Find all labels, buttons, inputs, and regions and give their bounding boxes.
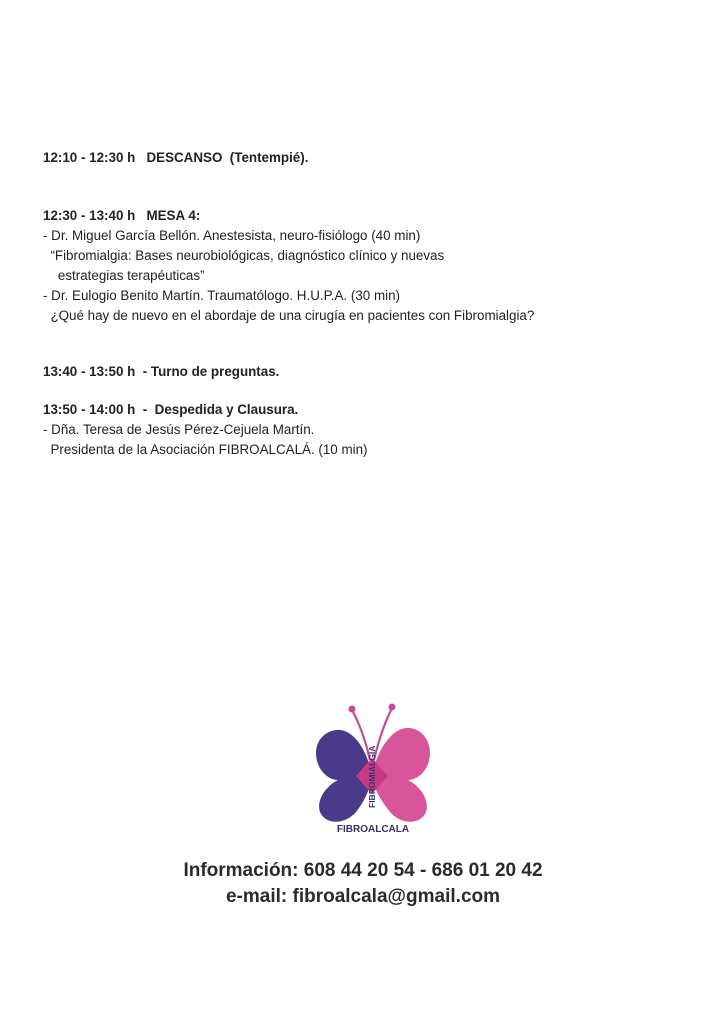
mesa4-time: 12:30 - 13:40 h bbox=[43, 208, 136, 223]
mesa4-line: “Fibromialgia: Bases neurobiológicas, diagnóstico clínico y nuevas bbox=[43, 248, 445, 263]
questions-time: 13:40 - 13:50 h bbox=[43, 364, 136, 379]
questions-session bbox=[43, 362, 683, 382]
break-title: DESCANSO (Tentempié). bbox=[146, 150, 309, 165]
closing-header bbox=[43, 400, 683, 420]
closing-line: Presidenta de la Asociación FIBROALCALÁ. (10 min) bbox=[43, 442, 368, 457]
mesa4-header bbox=[43, 206, 683, 226]
closing-line: - Dña. Teresa de Jesús Pérez-Cejuela Martín. bbox=[43, 422, 315, 437]
mesa4-line: ¿Qué hay de nuevo en el abordaje de una cirugía en pacientes con Fibromialgia? bbox=[43, 308, 535, 323]
mesa4-line: - Dr. Eulogio Benito Martín. Traumatólogo. H.U.P.A. (30 min) bbox=[43, 288, 400, 303]
mesa4-line: - Dr. Miguel García Bellón. Anestesista, neuro-fisiólogo (40 min) bbox=[43, 228, 421, 243]
right-antenna-tip bbox=[389, 704, 396, 711]
break-time: 12:10 - 12:30 h bbox=[43, 150, 136, 165]
mesa4-line: estrategias terapéuticas” bbox=[43, 268, 205, 283]
logo-bottom-text: FIBROALCALA bbox=[336, 824, 410, 835]
left-antenna-tip bbox=[349, 706, 356, 713]
contact-email: e-mail: fibroalcala@gmail.com bbox=[225, 886, 501, 907]
contact-phone: Información: 608 44 20 54 - 686 01 20 42 bbox=[183, 860, 543, 881]
break-session bbox=[43, 148, 683, 168]
program-schedule bbox=[43, 148, 683, 460]
fibroalcala-butterfly-logo bbox=[308, 700, 438, 845]
logo-side-text: FIBROMIALGIA bbox=[367, 745, 377, 808]
closing-title: - Despedida y Clausura. bbox=[142, 402, 299, 417]
questions-title: - Turno de preguntas. bbox=[142, 364, 280, 379]
closing-time: 13:50 - 14:00 h bbox=[43, 402, 136, 417]
mesa4-title: MESA 4: bbox=[146, 208, 201, 223]
